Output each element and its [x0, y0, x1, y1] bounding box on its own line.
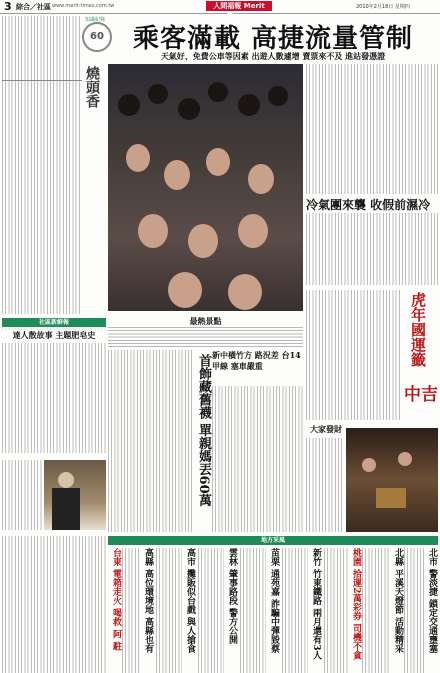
badge-label: 知識紀錄 — [84, 17, 105, 23]
regional-headline-9: 台東 電箱走火 喝救 阿 駐 — [111, 548, 121, 651]
regional-headline-2: 北縣 平溪天燈節 活動精采 — [393, 548, 403, 654]
regional-body-1 — [404, 548, 424, 673]
lottery-caption: 大家發財 — [310, 425, 342, 434]
regional-body-5 — [240, 548, 266, 673]
section-bar-local: 社區新鮮報 — [2, 318, 106, 327]
regional-headline-5: 苗栗 通苑嘉 詐騙中彈毀蔡 — [269, 548, 279, 654]
lead-subhead: 天氣好、免費公車等因素 出遊人數遽增 賣票來不及 進站發憑證 — [160, 52, 386, 61]
hot-spots-caption — [108, 327, 303, 347]
cold-front-title: 冷氣團來襲 收假前濕冷 — [306, 198, 431, 212]
tiger-article-body — [306, 290, 402, 420]
regional-body-6 — [198, 548, 224, 673]
regional-headline-8: 高縣 高位環境地 高縣也有 — [143, 548, 153, 654]
left-text-column-top — [2, 16, 82, 314]
regional-body-7 — [156, 548, 182, 673]
tiger-title: 虎年國運籤 — [409, 292, 427, 367]
crowd-photo — [108, 64, 303, 311]
regional-headline-3: 桃園 拾運2萬彩券 司機不貪 — [351, 548, 361, 660]
masthead-logo: 人間福報 Merit Times — [206, 1, 272, 11]
regional-body-8 — [122, 548, 140, 673]
soap-photo — [44, 460, 106, 530]
tiger-subtitle: 中吉 — [404, 385, 438, 405]
hualien-headline: 首飾藏舊襪 單親媽丟60萬 — [196, 354, 211, 507]
left-bottom-body — [2, 536, 106, 673]
page-number: 3 — [4, 0, 12, 13]
badge-circle: 60 — [82, 22, 112, 52]
traffic-title: 新中橫竹方 路況差 台14甲線 塞車嚴重 — [212, 350, 301, 371]
section-label: 綜合／社區 — [16, 3, 51, 11]
regional-headline-4: 新竹 竹東鐵路 兩月還有3人 — [311, 548, 321, 660]
lead-story-body — [306, 64, 438, 194]
divider — [2, 80, 82, 81]
hualien-body-left — [108, 350, 194, 532]
hot-spots-title: 最熱景點 — [189, 317, 222, 326]
regional-body-3 — [324, 548, 348, 673]
soap-article-title: 達人散故事 主題肥皂史 — [12, 331, 96, 340]
section-bar-regional: 地方采風 — [108, 536, 438, 545]
soap-article-body — [2, 343, 106, 453]
website-url: www.merit-times.com.tw — [52, 3, 115, 9]
vertical-column-title: 燒頭香 — [84, 66, 100, 108]
cold-front-body — [306, 213, 438, 285]
regional-headline-6: 雲林 肇事路段 警方公開 — [227, 548, 237, 645]
regional-body-4 — [282, 548, 308, 673]
regional-headline-7: 高市 攤販似台戲 與人搶食 — [185, 548, 195, 654]
hualien-body-right — [212, 386, 304, 532]
issue-date: 2010年2月18日 星期四 — [356, 4, 410, 10]
lottery-photo — [346, 428, 438, 532]
regional-body-2 — [362, 548, 390, 673]
soap-photo-caption — [2, 460, 42, 530]
lead-headline: 乘客滿載 高捷流量管制 — [132, 24, 414, 54]
lottery-caption-body — [306, 438, 344, 532]
regional-headline-1: 北市 警淡捷 鎖定交通壅塞 — [427, 548, 437, 654]
